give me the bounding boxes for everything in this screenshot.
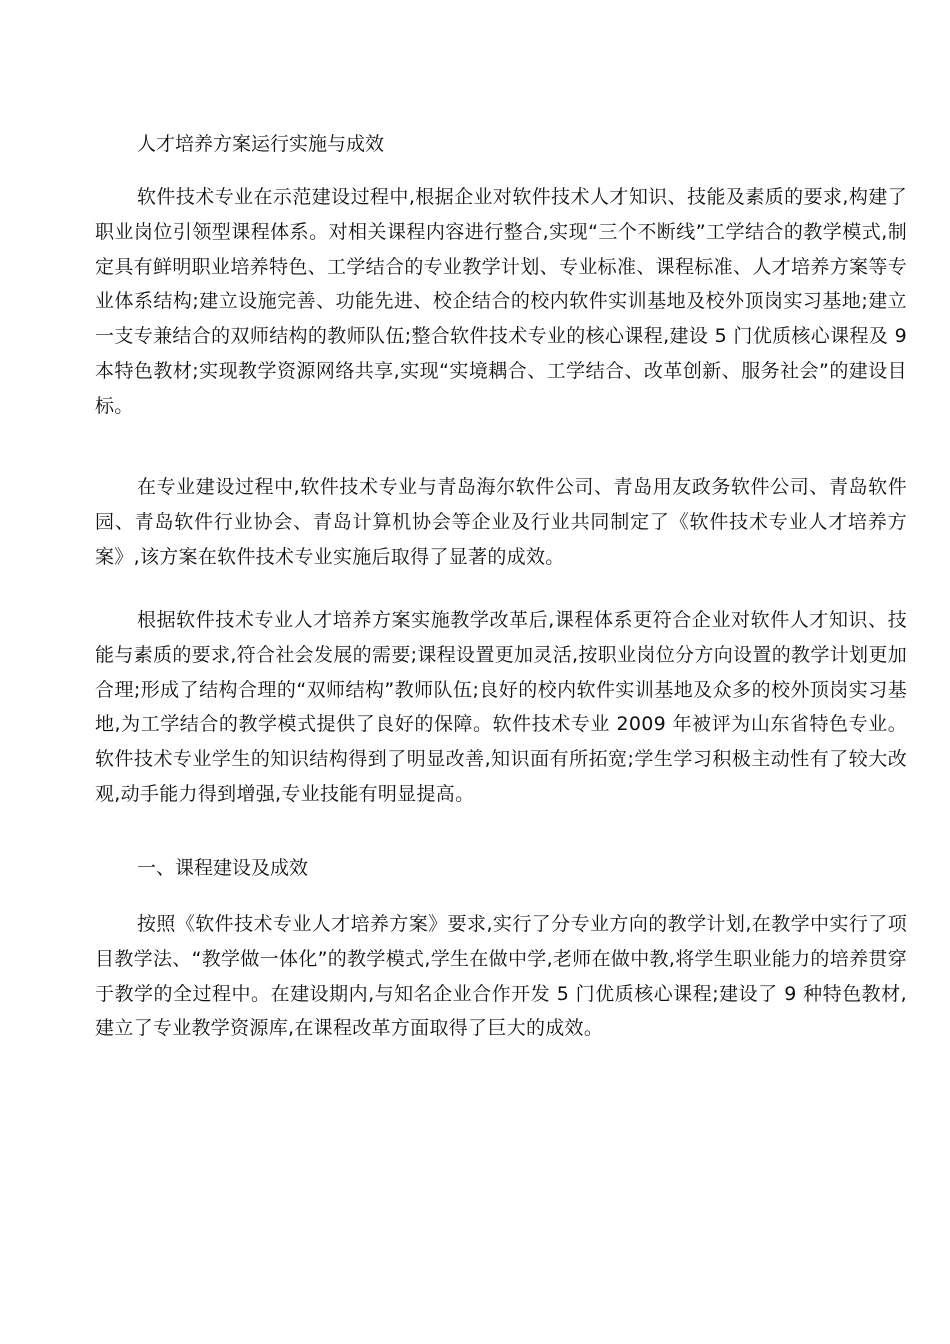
section-heading-course-construction: 一、课程建设及成效 [137,857,309,879]
document-title: 人才培养方案运行实施与成效 [137,133,385,155]
paragraph-joint-development: 在专业建设过程中,软件技术专业与青岛海尔软件公司、青岛用友政务软件公司、青岛软件园、青岛软件行业协会、青岛计算机协会等企业及行业共同制定了《软件技术专业人才培养方案》,该方案在软件技术专业实施后取得了显著的成效。 [95,476,907,568]
paragraph-reform-results: 根据软件技术专业人才培养方案实施教学改革后,课程体系更符合企业对软件人才知识、技能与素质的要求,符合社会发展的需要;课程设置更加灵活,按职业岗位分方向设置的教学计划更加合理;形成了结构合理的“双师结构”教师队伍;良好的校内软件实训基地及众多的校外顶岗实习基地,为工学结合的教学模式提供了良好的保障。软件技术专业 2009 年被评为山东省特色专业。软件技术专业学生的知识结构得到了明显改善,知识面有所拓宽;学生学习积极主动性有了较大改观,动手能力得到增强,专业技能有明显提高。 [95,609,907,805]
paragraph-course-construction: 按照《软件技术专业人才培养方案》要求,实行了分专业方向的教学计划,在教学中实行了项目教学法、“教学做一体化”的教学模式,学生在做中学,老师在做中教,将学生职业能力的培养贯穿于教学的全过程中。在建设期内,与知名企业合作开发 5 门优质核心课程;建设了 9 种特色教材,建立了专业教学资源库,在课程改革方面取得了巨大的成效。 [95,913,907,1040]
paragraph-curriculum-system: 软件技术专业在示范建设过程中,根据企业对软件技术人才知识、技能及素质的要求,构建了职业岗位引领型课程体系。对相关课程内容进行整合,实现“三个不断线”工学结合的教学模式,制定具有鲜明职业培养特色、工学结合的专业教学计划、专业标准、课程标准、人才培养方案等专业体系结构;建立设施完善、功能先进、校企结合的校内软件实训基地及校外顶岗实习基地;建立一支专兼结合的双师结构的教师队伍;整合软件技术专业的核心课程,建设 5 门优质核心课程及 9 本特色教材;实现教学资源网络共享,实现“实境耦合、工学结合、改革创新、服务社会”的建设目标。 [95,186,907,417]
